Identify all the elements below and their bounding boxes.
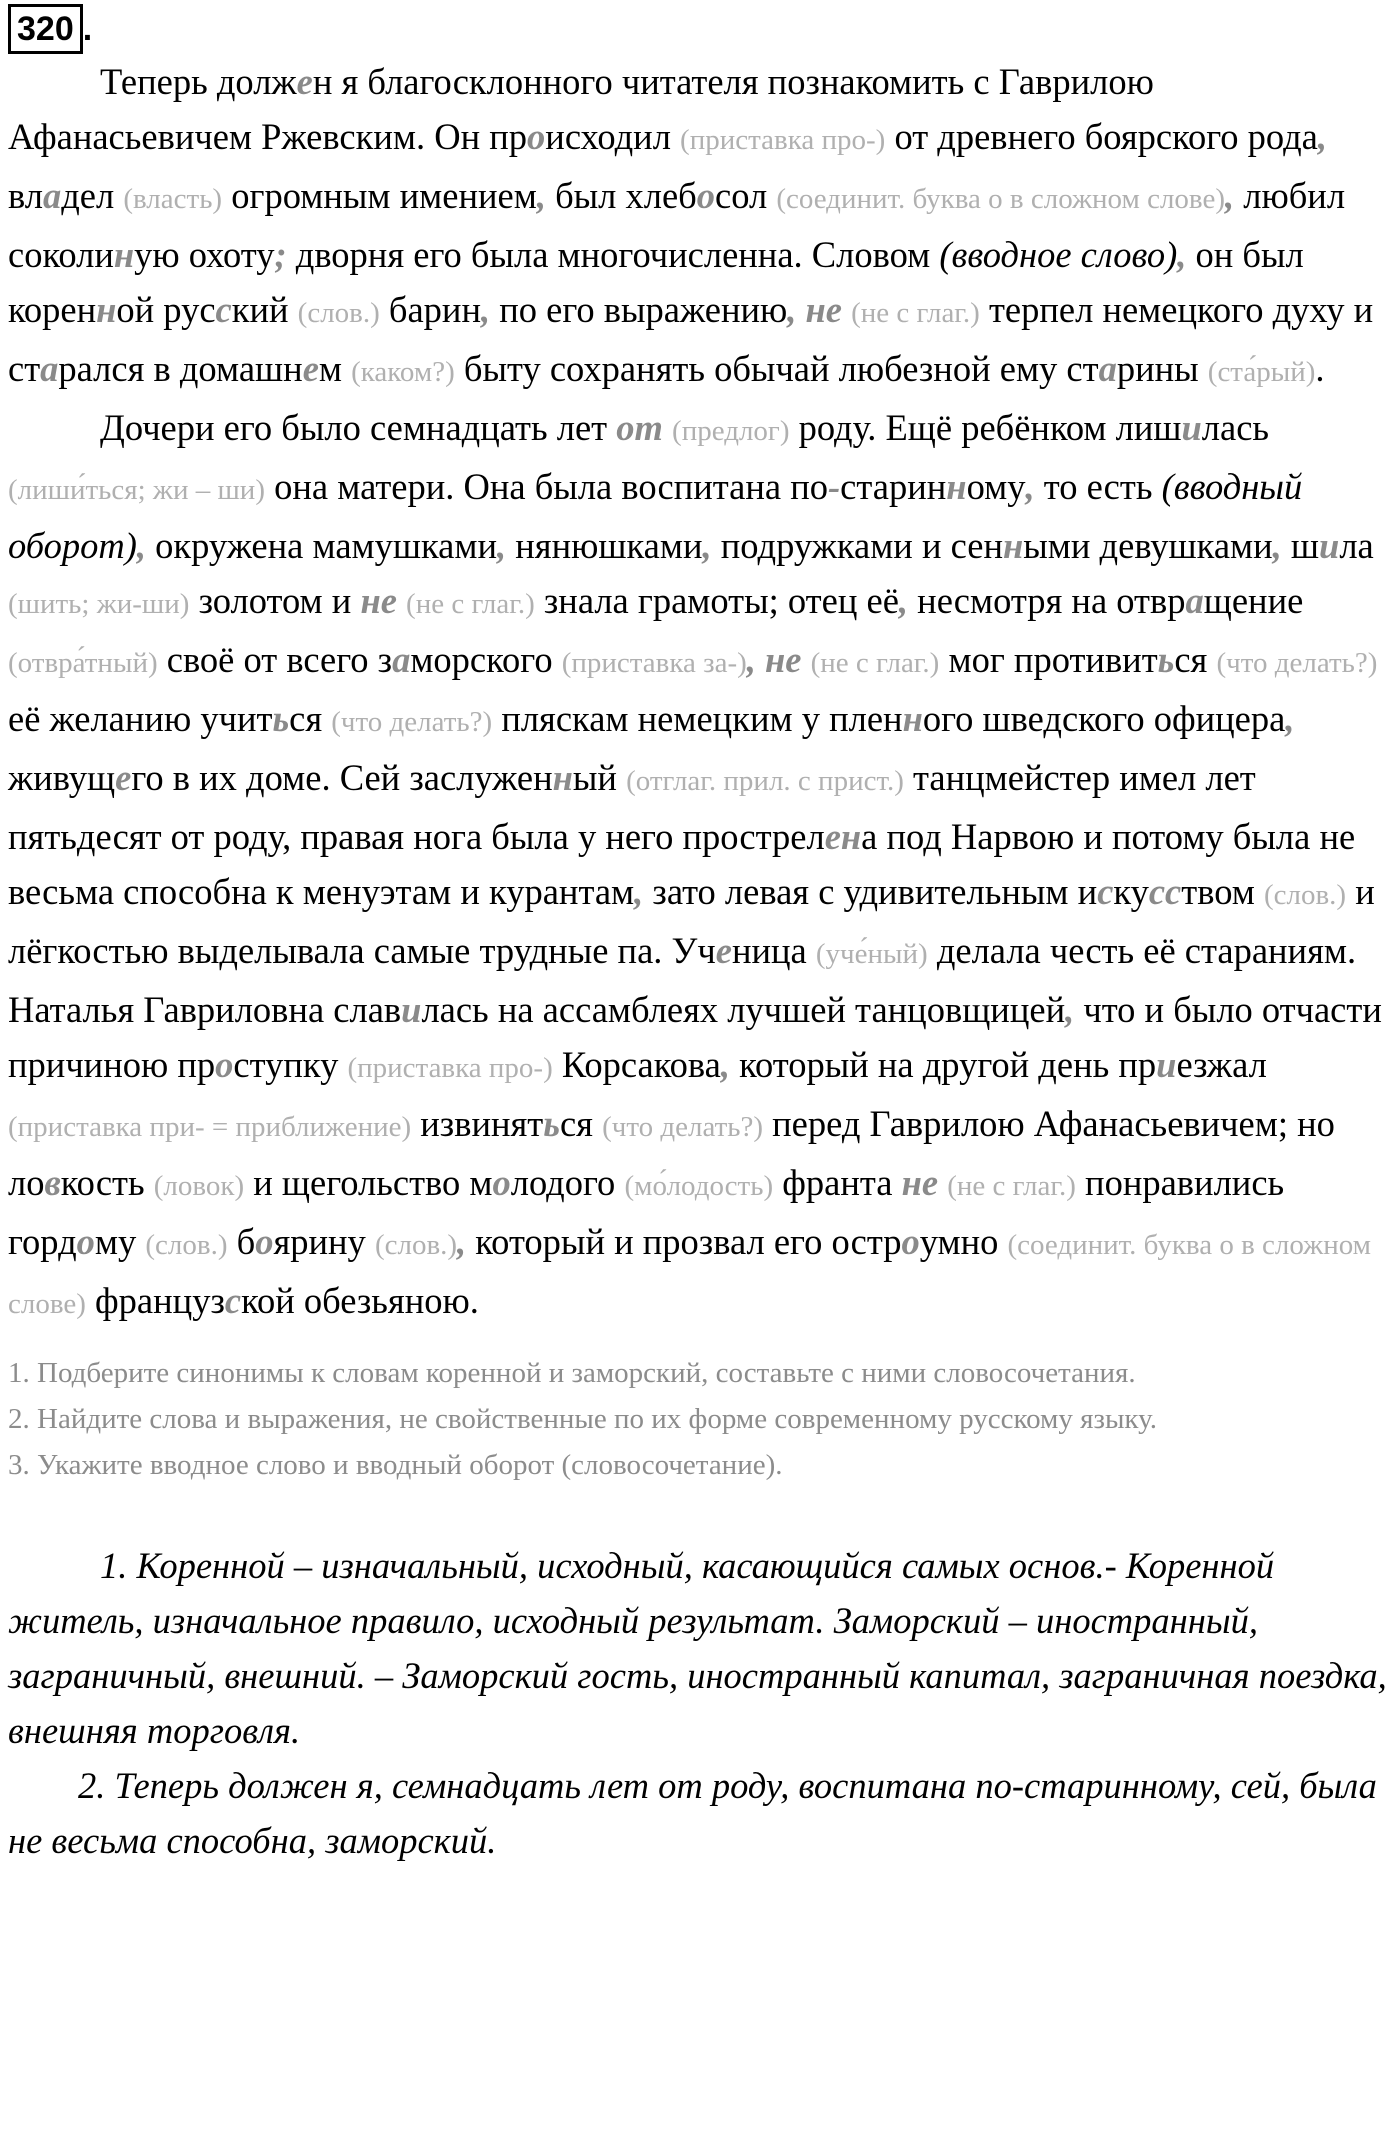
text-run: [802, 639, 811, 680]
highlighted-letter: е: [302, 348, 319, 389]
highlighted-letter: е: [296, 61, 313, 102]
spelling-hint: (слов.): [145, 1229, 228, 1261]
highlighted-letter: е: [715, 930, 732, 971]
text-run: ой рус: [116, 289, 216, 330]
italic-note: (вводный оборот): [8, 466, 1303, 566]
text-run: зато левая с удивительным и: [643, 871, 1098, 912]
spelling-hint: (не с глаг.): [947, 1170, 1076, 1202]
highlighted-letter: ь: [1157, 639, 1175, 680]
text-run: и лёгкостью выделывала самые трудные па. Уч: [8, 871, 1375, 971]
text-run: её желанию учит: [8, 698, 273, 739]
highlighted-letter: е: [115, 757, 132, 798]
text-run: быту сохранять обычай любезной ему ст: [454, 348, 1099, 389]
text-run: подружками и сен: [711, 525, 1003, 566]
highlighted-letter: ;: [274, 234, 287, 275]
text-run: [796, 289, 805, 330]
text-run: Теперь долж: [100, 61, 297, 102]
text-run: щение: [1203, 580, 1304, 621]
question-1: 1. Подберите синонимы к словам коренной и заморский, составьте с ними словосочетания.: [8, 1357, 1136, 1389]
answer-2: 2. Теперь должен я, семнадцать лет от роду, воспитана по-старинному, сей, была не весьма способна, заморский.: [8, 1765, 1377, 1861]
text-run: который на другой день пр: [729, 1044, 1157, 1085]
highlighted-letter: н: [840, 816, 862, 857]
text-run: она матери. Она была воспитана по: [264, 466, 829, 507]
text-run: му: [94, 1221, 146, 1262]
spelling-hint: (ста́рый): [1207, 356, 1316, 388]
text-run: делала честь её стараниям. Наталья Гавриловна слав: [8, 930, 1357, 1030]
spelling-hint: (слов.): [374, 1229, 458, 1261]
spelling-hint: (соединит. буква о в сложном слове): [8, 1229, 1372, 1320]
highlighted-letter: не: [765, 639, 802, 680]
highlighted-letter: ь: [543, 1103, 560, 1144]
exercise-header: [8, 0, 1398, 54]
spelling-hint: (что делать?): [331, 706, 493, 738]
spelling-hint: (шить; жи-ши): [8, 588, 190, 620]
highlighted-letter: а: [392, 639, 411, 680]
text-run: ому: [966, 466, 1026, 507]
text-run: морского: [410, 639, 562, 680]
highlighted-letter: не: [805, 289, 842, 330]
text-run: рался в домашн: [58, 348, 303, 389]
highlighted-letter: ,: [1272, 525, 1282, 566]
text-run: перед Гаврилою Афанасьевичем; но ло: [8, 1103, 1335, 1203]
spelling-hint: (слов.): [1263, 879, 1347, 911]
highlighted-letter: ,: [536, 175, 546, 216]
text-run: ку: [1113, 871, 1149, 912]
text-run: Дочери его было семнадцать лет: [100, 407, 617, 448]
text-run: старин: [840, 466, 947, 507]
highlighted-letter: ,: [136, 525, 147, 566]
text-run: франта: [773, 1162, 902, 1203]
text-run: твом: [1181, 871, 1264, 912]
spelling-hint: (лиши́ться; жи – ши): [8, 474, 265, 506]
highlighted-letter: и: [1181, 407, 1202, 448]
highlighted-letter: ,: [481, 289, 491, 330]
highlighted-letter: ,: [1224, 175, 1235, 216]
highlighted-letter: н: [113, 234, 135, 275]
text-run: ступку: [233, 1044, 348, 1085]
text-run: кой обезьяною.: [241, 1280, 479, 1321]
exercise-number-dot: .: [82, 10, 93, 48]
highlighted-letter: о: [527, 116, 546, 157]
text-run: танцмейстер имел лет пятьдесят от роду, правая нога была у него прострел: [8, 757, 1256, 857]
question-2: 2. Найдите слова и выражения, не свойственные по их форме современному русскому языку.: [8, 1403, 1157, 1435]
text-run: несмотря на отвр: [908, 580, 1186, 621]
text-run: огромным имением: [222, 175, 537, 216]
highlighted-letter: с: [224, 1280, 242, 1321]
text-run: [663, 407, 672, 448]
highlighted-letter: о: [901, 1221, 920, 1262]
highlighted-letter: ,: [457, 1221, 467, 1262]
answer-1: 1. Коренной – изначальный, исходный, касающийся самых основ.- Коренной житель, изначальное правило, исходный результат. Заморский – иностранный, заграничный, внешний. – Заморский гость, иностранный капитал, заграничная поездка, внешняя торговля.: [8, 1545, 1387, 1751]
highlighted-letter: а: [40, 348, 59, 389]
highlighted-letter: е: [824, 816, 841, 857]
highlighted-letter: ,: [702, 525, 712, 566]
text-run: француз: [85, 1280, 225, 1321]
task-questions: [8, 1350, 1398, 1488]
text-run: н я благосклонного читателя познакомить с Гаврилою Афанасьевичем Ржевским. Он пр: [8, 61, 1154, 157]
text-run: золотом и: [189, 580, 361, 621]
highlighted-letter: и: [1319, 525, 1340, 566]
text-run: исходил: [545, 116, 681, 157]
spelling-hint: (отглаг. прил. с прист.): [626, 765, 904, 797]
spelling-hint: (что делать?): [1216, 647, 1378, 679]
highlighted-letter: о: [255, 1221, 274, 1262]
highlighted-letter: сс: [1148, 871, 1182, 912]
highlighted-letter: ,: [787, 289, 797, 330]
highlighted-letter: ,: [746, 639, 756, 680]
exercise-number: 320: [8, 4, 83, 54]
text-run: знала грамоты; отец её: [534, 580, 899, 621]
paragraph-1: [8, 54, 1398, 400]
highlighted-letter: ,: [1177, 234, 1187, 275]
text-run: [756, 639, 765, 680]
highlighted-letter: н: [902, 698, 923, 739]
text-run: сол: [715, 175, 777, 216]
text-run: ярину: [273, 1221, 375, 1262]
text-run: вл: [8, 175, 43, 216]
text-run: [397, 580, 406, 621]
highlighted-letter: не: [360, 580, 397, 621]
text-run: а под Нарвою и потому была не весьма способна к менуэтам и курантам: [8, 816, 1356, 912]
spelling-hint: (уче́ный): [815, 938, 928, 970]
highlighted-letter: а: [1098, 348, 1117, 389]
highlighted-letter: -: [828, 466, 841, 507]
text-run: своё от всего з: [157, 639, 393, 680]
spelling-hint: (соединит. буква о в сложном слове): [776, 183, 1225, 215]
answers-block: [8, 1538, 1398, 1868]
text-run: м: [318, 348, 352, 389]
highlighted-letter: не: [901, 1162, 939, 1203]
text-run: дворня его была многочисленна. Словом: [286, 234, 940, 275]
text-run: то есть: [1034, 466, 1162, 507]
text-run: ый: [572, 757, 627, 798]
text-run: живущ: [8, 757, 116, 798]
text-run: любил соколи: [8, 175, 1346, 275]
exercise-page: [8, 0, 1398, 1868]
text-run: роду. Ещё ребёнком лиш: [789, 407, 1182, 448]
text-run: ся: [1174, 639, 1217, 680]
spelling-hint: (отвра́тный): [8, 647, 158, 679]
spelling-hint: (не с глаг.): [406, 588, 535, 620]
spelling-hint: (власть): [123, 183, 223, 215]
text-run: лась на ассамблеях лучшей танцовщицей: [421, 989, 1066, 1030]
text-run: который и прозвал его остр: [466, 1221, 902, 1262]
highlighted-letter: о: [696, 175, 715, 216]
paragraph-2: [8, 400, 1398, 1332]
text-run: и щегольство м: [244, 1162, 493, 1203]
highlighted-letter: н: [96, 289, 117, 330]
text-run: Корсакова: [552, 1044, 721, 1085]
spelling-hint: (что делать?): [602, 1111, 764, 1143]
text-run: пляскам немецким у плен: [492, 698, 903, 739]
spelling-hint: (не с глаг.): [810, 647, 940, 679]
text-run: езжал: [1176, 1044, 1267, 1085]
highlighted-letter: ,: [497, 525, 507, 566]
text-run: [842, 289, 851, 330]
highlighted-letter: с: [1097, 871, 1114, 912]
text-run: извинят: [411, 1103, 544, 1144]
spelling-hint: (приставка про-): [680, 124, 886, 156]
highlighted-letter: о: [215, 1044, 234, 1085]
text-run: ница: [731, 930, 816, 971]
text-run: ш: [1281, 525, 1320, 566]
highlighted-letter: о: [76, 1221, 95, 1262]
highlighted-letter: ,: [1317, 116, 1327, 157]
text-run: ся: [289, 698, 332, 739]
text-run: [938, 1162, 947, 1203]
text-run: ся: [559, 1103, 603, 1144]
highlighted-letter: с: [215, 289, 232, 330]
highlighted-letter: ,: [1065, 989, 1075, 1030]
text-run: окружена мамушками: [146, 525, 498, 566]
text-run: нянюшками: [506, 525, 703, 566]
text-run: мог противит: [939, 639, 1158, 680]
spelling-hint: (мо́лодость): [624, 1170, 774, 1202]
spelling-hint: (приставка про-): [347, 1052, 553, 1084]
text-run: понравились горд: [8, 1162, 1285, 1262]
highlighted-letter: и: [1156, 1044, 1177, 1085]
text-run: ого шведского офицера: [922, 698, 1286, 739]
text-run: ла: [1339, 525, 1374, 566]
italic-note: (вводное слово): [939, 234, 1178, 275]
highlighted-letter: а: [42, 175, 62, 216]
highlighted-letter: ,: [898, 580, 909, 621]
highlighted-letter: в: [44, 1162, 61, 1203]
highlighted-letter: н: [552, 757, 573, 798]
text-run: го в их доме. Сей заслужен: [131, 757, 553, 798]
text-run: что и было отчасти причиною пр: [8, 989, 1382, 1085]
text-run: был хлеб: [545, 175, 697, 216]
highlighted-letter: н: [946, 466, 967, 507]
text-run: кий: [231, 289, 298, 330]
highlighted-letter: а: [1185, 580, 1204, 621]
spelling-hint: (не с глаг.): [851, 297, 980, 329]
highlighted-letter: ь: [272, 698, 290, 739]
text-run: б: [227, 1221, 256, 1262]
exercise-text: [8, 54, 1398, 1332]
spelling-hint: (приставка за-): [561, 647, 747, 679]
spelling-hint: (приставка при- = приближение): [8, 1111, 412, 1143]
text-run: ую охоту: [134, 234, 275, 275]
highlighted-letter: ,: [1285, 698, 1295, 739]
spelling-hint: (предлог): [672, 415, 790, 447]
highlighted-letter: ,: [720, 1044, 730, 1085]
spelling-hint: (каком?): [351, 356, 455, 388]
text-run: от древнего боярского рода: [885, 116, 1318, 157]
text-run: ыми девушками: [1023, 525, 1273, 566]
text-run: он был корен: [8, 234, 1304, 330]
highlighted-letter: о: [492, 1162, 511, 1203]
text-run: .: [1315, 348, 1325, 389]
text-run: по его выражению: [490, 289, 788, 330]
text-run: лась: [1201, 407, 1270, 448]
text-run: дел: [61, 175, 124, 216]
highlighted-letter: от: [616, 407, 663, 448]
highlighted-letter: ,: [1025, 466, 1035, 507]
highlighted-letter: и: [401, 989, 422, 1030]
text-run: терпел немецкого духу и ст: [8, 289, 1374, 389]
highlighted-letter: н: [1003, 525, 1024, 566]
question-3: 3. Укажите вводное слово и вводный оборот (словосочетание).: [8, 1449, 783, 1481]
spelling-hint: (слов.): [297, 297, 380, 329]
highlighted-letter: ,: [634, 871, 644, 912]
text-run: кость: [60, 1162, 154, 1203]
text-run: рины: [1116, 348, 1208, 389]
text-run: барин: [379, 289, 481, 330]
spelling-hint: (ловок): [153, 1170, 245, 1202]
text-run: лодого: [510, 1162, 625, 1203]
text-run: умно: [919, 1221, 1008, 1262]
